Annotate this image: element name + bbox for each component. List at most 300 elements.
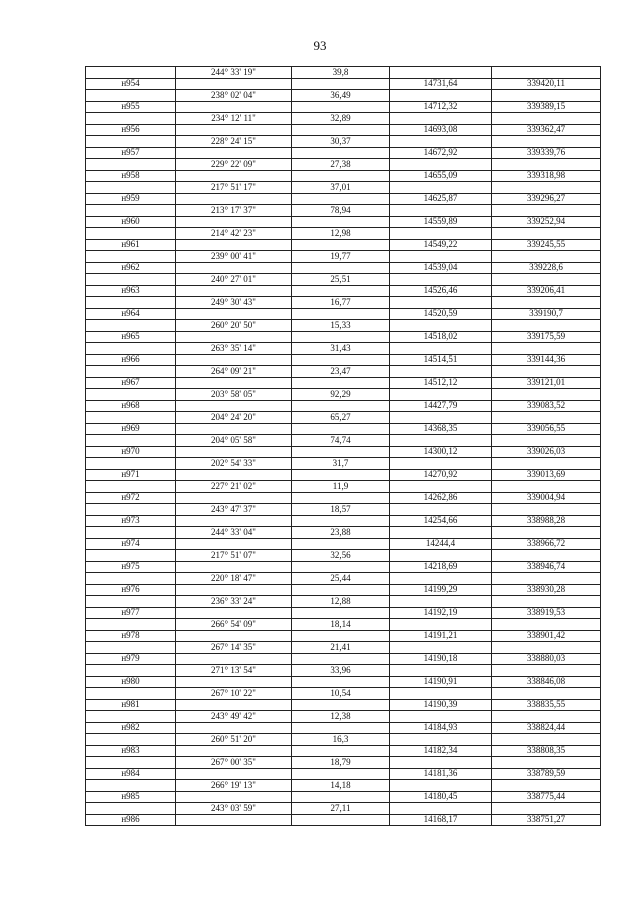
direction-angle-cell <box>176 193 292 205</box>
point-name-cell: н975 <box>86 561 176 573</box>
x-coordinate-cell: 14184,93 <box>390 722 492 734</box>
table-row <box>86 561 601 573</box>
x-coordinate-cell <box>390 297 492 309</box>
y-coordinate-cell: 339228,6 <box>492 262 601 274</box>
point-name-cell: н957 <box>86 147 176 159</box>
x-coordinate-cell <box>390 619 492 631</box>
distance-cell: 18,14 <box>292 619 390 631</box>
y-coordinate-cell: 338988,28 <box>492 515 601 527</box>
distance-cell <box>292 308 390 320</box>
table-row <box>86 389 601 401</box>
y-coordinate-cell <box>492 504 601 516</box>
direction-angle-cell: 229° 22' 09" <box>176 159 292 171</box>
point-name-cell: н972 <box>86 492 176 504</box>
table-row <box>86 159 601 171</box>
x-coordinate-cell <box>390 67 492 79</box>
point-name-cell: н954 <box>86 78 176 90</box>
distance-cell <box>292 653 390 665</box>
direction-angle-cell <box>176 469 292 481</box>
y-coordinate-cell <box>492 481 601 493</box>
table-row <box>86 630 601 642</box>
table-row <box>86 308 601 320</box>
x-coordinate-cell <box>390 366 492 378</box>
point-name-cell: н959 <box>86 193 176 205</box>
x-coordinate-cell <box>390 573 492 585</box>
x-coordinate-cell: 14181,36 <box>390 768 492 780</box>
x-coordinate-cell: 14539,04 <box>390 262 492 274</box>
x-coordinate-cell <box>390 159 492 171</box>
direction-angle-cell: 244° 33' 19" <box>176 67 292 79</box>
x-coordinate-cell <box>390 504 492 516</box>
direction-angle-cell: 271° 13' 54" <box>176 665 292 677</box>
y-coordinate-cell <box>492 688 601 700</box>
table-row <box>86 814 601 826</box>
table-row <box>86 584 601 596</box>
direction-angle-cell <box>176 446 292 458</box>
x-coordinate-cell <box>390 458 492 470</box>
direction-angle-cell <box>176 515 292 527</box>
table-row <box>86 538 601 550</box>
direction-angle-cell: 243° 03' 59" <box>176 803 292 815</box>
x-coordinate-cell: 14270,92 <box>390 469 492 481</box>
distance-cell <box>292 791 390 803</box>
y-coordinate-cell: 339004,94 <box>492 492 601 504</box>
direction-angle-cell: 236° 33' 24" <box>176 596 292 608</box>
point-name-cell: н981 <box>86 699 176 711</box>
table-row <box>86 377 601 389</box>
point-name-cell <box>86 228 176 240</box>
y-coordinate-cell: 339245,55 <box>492 239 601 251</box>
point-name-cell <box>86 481 176 493</box>
direction-angle-cell <box>176 653 292 665</box>
distance-cell: 18,57 <box>292 504 390 516</box>
y-coordinate-cell: 339083,52 <box>492 400 601 412</box>
x-coordinate-cell: 14244,4 <box>390 538 492 550</box>
x-coordinate-cell <box>390 412 492 424</box>
x-coordinate-cell: 14427,79 <box>390 400 492 412</box>
distance-cell: 39,8 <box>292 67 390 79</box>
point-name-cell <box>86 412 176 424</box>
point-name-cell: н968 <box>86 400 176 412</box>
direction-angle-cell <box>176 630 292 642</box>
direction-angle-cell <box>176 423 292 435</box>
distance-cell <box>292 584 390 596</box>
coordinates-table <box>85 66 601 826</box>
y-coordinate-cell <box>492 412 601 424</box>
direction-angle-cell <box>176 561 292 573</box>
x-coordinate-cell: 14559,89 <box>390 216 492 228</box>
y-coordinate-cell: 338966,72 <box>492 538 601 550</box>
table-row <box>86 170 601 182</box>
table-row <box>86 722 601 734</box>
direction-angle-cell <box>176 538 292 550</box>
distance-cell: 31,7 <box>292 458 390 470</box>
point-name-cell: н956 <box>86 124 176 136</box>
table-row <box>86 182 601 194</box>
point-name-cell <box>86 389 176 401</box>
x-coordinate-cell <box>390 136 492 148</box>
y-coordinate-cell: 338824,44 <box>492 722 601 734</box>
distance-cell <box>292 768 390 780</box>
y-coordinate-cell: 339362,47 <box>492 124 601 136</box>
x-coordinate-cell: 14655,09 <box>390 170 492 182</box>
distance-cell <box>292 561 390 573</box>
direction-angle-cell: 267° 14' 35" <box>176 642 292 654</box>
x-coordinate-cell: 14625,87 <box>390 193 492 205</box>
y-coordinate-cell: 338775,44 <box>492 791 601 803</box>
distance-cell: 21,41 <box>292 642 390 654</box>
y-coordinate-cell: 339389,15 <box>492 101 601 113</box>
y-coordinate-cell: 338835,55 <box>492 699 601 711</box>
point-name-cell: н960 <box>86 216 176 228</box>
x-coordinate-cell <box>390 734 492 746</box>
point-name-cell: н979 <box>86 653 176 665</box>
table-row <box>86 596 601 608</box>
point-name-cell <box>86 297 176 309</box>
table-row <box>86 285 601 297</box>
distance-cell <box>292 170 390 182</box>
table-row <box>86 113 601 125</box>
direction-angle-cell: 239° 00' 41" <box>176 251 292 263</box>
y-coordinate-cell: 339175,59 <box>492 331 601 343</box>
direction-angle-cell <box>176 285 292 297</box>
direction-angle-cell: 217° 51' 07" <box>176 550 292 562</box>
table-row <box>86 320 601 332</box>
y-coordinate-cell <box>492 527 601 539</box>
y-coordinate-cell: 338751,27 <box>492 814 601 826</box>
direction-angle-cell: 249° 30' 43" <box>176 297 292 309</box>
point-name-cell: н974 <box>86 538 176 550</box>
direction-angle-cell: 238° 02' 04" <box>176 90 292 102</box>
table-row <box>86 676 601 688</box>
point-name-cell <box>86 343 176 355</box>
point-name-cell: н980 <box>86 676 176 688</box>
distance-cell <box>292 262 390 274</box>
table-row <box>86 699 601 711</box>
y-coordinate-cell <box>492 320 601 332</box>
y-coordinate-cell: 339026,03 <box>492 446 601 458</box>
point-name-cell: н967 <box>86 377 176 389</box>
direction-angle-cell <box>176 607 292 619</box>
point-name-cell <box>86 159 176 171</box>
table-row <box>86 607 601 619</box>
distance-cell <box>292 400 390 412</box>
x-coordinate-cell: 14520,59 <box>390 308 492 320</box>
point-name-cell <box>86 366 176 378</box>
y-coordinate-cell: 339318,98 <box>492 170 601 182</box>
table-row <box>86 228 601 240</box>
y-coordinate-cell <box>492 182 601 194</box>
direction-angle-cell: 243° 49' 42" <box>176 711 292 723</box>
point-name-cell <box>86 274 176 286</box>
direction-angle-cell: 243° 47' 37" <box>176 504 292 516</box>
x-coordinate-cell <box>390 251 492 263</box>
direction-angle-cell <box>176 239 292 251</box>
y-coordinate-cell: 338846,08 <box>492 676 601 688</box>
point-name-cell <box>86 550 176 562</box>
y-coordinate-cell: 339252,94 <box>492 216 601 228</box>
y-coordinate-cell: 338808,35 <box>492 745 601 757</box>
table-row <box>86 101 601 113</box>
distance-cell <box>292 699 390 711</box>
x-coordinate-cell: 14180,45 <box>390 791 492 803</box>
y-coordinate-cell <box>492 573 601 585</box>
distance-cell <box>292 193 390 205</box>
direction-angle-cell: 263° 35' 14" <box>176 343 292 355</box>
direction-angle-cell <box>176 354 292 366</box>
table-row <box>86 331 601 343</box>
x-coordinate-cell <box>390 205 492 217</box>
y-coordinate-cell <box>492 343 601 355</box>
y-coordinate-cell <box>492 596 601 608</box>
point-name-cell <box>86 734 176 746</box>
distance-cell: 23,88 <box>292 527 390 539</box>
distance-cell: 32,89 <box>292 113 390 125</box>
distance-cell: 10,54 <box>292 688 390 700</box>
distance-cell <box>292 216 390 228</box>
point-name-cell: н964 <box>86 308 176 320</box>
distance-cell: 31,43 <box>292 343 390 355</box>
x-coordinate-cell: 14300,12 <box>390 446 492 458</box>
y-coordinate-cell <box>492 113 601 125</box>
y-coordinate-cell: 339206,41 <box>492 285 601 297</box>
x-coordinate-cell: 14190,39 <box>390 699 492 711</box>
direction-angle-cell <box>176 170 292 182</box>
y-coordinate-cell: 339339,76 <box>492 147 601 159</box>
y-coordinate-cell <box>492 780 601 792</box>
direction-angle-cell: 234° 12' 11" <box>176 113 292 125</box>
x-coordinate-cell <box>390 550 492 562</box>
direction-angle-cell: 217° 51' 17" <box>176 182 292 194</box>
point-name-cell: н969 <box>86 423 176 435</box>
y-coordinate-cell <box>492 90 601 102</box>
table-row <box>86 492 601 504</box>
point-name-cell <box>86 136 176 148</box>
table-row <box>86 343 601 355</box>
x-coordinate-cell: 14190,91 <box>390 676 492 688</box>
distance-cell <box>292 377 390 389</box>
y-coordinate-cell: 338789,59 <box>492 768 601 780</box>
distance-cell <box>292 630 390 642</box>
direction-angle-cell: 213° 17' 37" <box>176 205 292 217</box>
table-row <box>86 768 601 780</box>
distance-cell: 16,3 <box>292 734 390 746</box>
table-row <box>86 193 601 205</box>
x-coordinate-cell: 14192,19 <box>390 607 492 619</box>
y-coordinate-cell: 339190,7 <box>492 308 601 320</box>
distance-cell <box>292 607 390 619</box>
y-coordinate-cell <box>492 67 601 79</box>
point-name-cell <box>86 504 176 516</box>
direction-angle-cell <box>176 814 292 826</box>
y-coordinate-cell <box>492 251 601 263</box>
y-coordinate-cell <box>492 228 601 240</box>
distance-cell <box>292 78 390 90</box>
table-row <box>86 251 601 263</box>
table-row <box>86 90 601 102</box>
table-row <box>86 423 601 435</box>
table-row <box>86 481 601 493</box>
distance-cell: 27,11 <box>292 803 390 815</box>
distance-cell <box>292 354 390 366</box>
distance-cell: 65,27 <box>292 412 390 424</box>
distance-cell: 33,96 <box>292 665 390 677</box>
direction-angle-cell: 220° 18' 47" <box>176 573 292 585</box>
direction-angle-cell: 203° 58' 05" <box>176 389 292 401</box>
page-number: 93 <box>313 38 327 53</box>
direction-angle-cell: 267° 10' 22" <box>176 688 292 700</box>
table-row <box>86 573 601 585</box>
point-name-cell <box>86 803 176 815</box>
distance-cell: 15,33 <box>292 320 390 332</box>
point-name-cell <box>86 711 176 723</box>
x-coordinate-cell <box>390 274 492 286</box>
direction-angle-cell: 204° 05' 58" <box>176 435 292 447</box>
x-coordinate-cell <box>390 90 492 102</box>
point-name-cell <box>86 205 176 217</box>
point-name-cell: н983 <box>86 745 176 757</box>
y-coordinate-cell <box>492 642 601 654</box>
y-coordinate-cell <box>492 550 601 562</box>
y-coordinate-cell <box>492 274 601 286</box>
distance-cell <box>292 285 390 297</box>
table-row <box>86 711 601 723</box>
point-name-cell: н977 <box>86 607 176 619</box>
y-coordinate-cell: 339056,55 <box>492 423 601 435</box>
x-coordinate-cell <box>390 757 492 769</box>
y-coordinate-cell <box>492 734 601 746</box>
x-coordinate-cell: 14712,32 <box>390 101 492 113</box>
point-name-cell <box>86 458 176 470</box>
point-name-cell: н971 <box>86 469 176 481</box>
y-coordinate-cell: 339296,27 <box>492 193 601 205</box>
table-row <box>86 78 601 90</box>
table-row <box>86 504 601 516</box>
x-coordinate-cell <box>390 642 492 654</box>
distance-cell <box>292 101 390 113</box>
coordinates-table-body <box>86 67 601 826</box>
point-name-cell: н982 <box>86 722 176 734</box>
direction-angle-cell: 266° 54' 09" <box>176 619 292 631</box>
distance-cell <box>292 814 390 826</box>
y-coordinate-cell <box>492 366 601 378</box>
x-coordinate-cell <box>390 711 492 723</box>
distance-cell <box>292 331 390 343</box>
direction-angle-cell <box>176 768 292 780</box>
distance-cell <box>292 538 390 550</box>
distance-cell: 23,47 <box>292 366 390 378</box>
point-name-cell: н961 <box>86 239 176 251</box>
point-name-cell <box>86 665 176 677</box>
x-coordinate-cell <box>390 780 492 792</box>
y-coordinate-cell: 339144,36 <box>492 354 601 366</box>
point-name-cell <box>86 67 176 79</box>
direction-angle-cell: 260° 51' 20" <box>176 734 292 746</box>
direction-angle-cell: 214° 42' 23" <box>176 228 292 240</box>
table-row <box>86 124 601 136</box>
direction-angle-cell <box>176 147 292 159</box>
x-coordinate-cell <box>390 320 492 332</box>
y-coordinate-cell <box>492 205 601 217</box>
direction-angle-cell: 264° 09' 21" <box>176 366 292 378</box>
table-row <box>86 469 601 481</box>
distance-cell <box>292 492 390 504</box>
distance-cell <box>292 676 390 688</box>
table-row <box>86 734 601 746</box>
y-coordinate-cell <box>492 435 601 447</box>
distance-cell <box>292 124 390 136</box>
point-name-cell: н978 <box>86 630 176 642</box>
table-row <box>86 262 601 274</box>
distance-cell <box>292 446 390 458</box>
x-coordinate-cell: 14182,34 <box>390 745 492 757</box>
distance-cell: 19,77 <box>292 251 390 263</box>
table-row <box>86 791 601 803</box>
y-coordinate-cell: 339013,69 <box>492 469 601 481</box>
point-name-cell: н965 <box>86 331 176 343</box>
direction-angle-cell <box>176 745 292 757</box>
distance-cell: 25,44 <box>292 573 390 585</box>
y-coordinate-cell <box>492 711 601 723</box>
point-name-cell: н966 <box>86 354 176 366</box>
distance-cell: 37,01 <box>292 182 390 194</box>
direction-angle-cell <box>176 377 292 389</box>
distance-cell: 92,29 <box>292 389 390 401</box>
point-name-cell <box>86 320 176 332</box>
direction-angle-cell <box>176 676 292 688</box>
y-coordinate-cell <box>492 757 601 769</box>
table-row <box>86 803 601 815</box>
point-name-cell <box>86 251 176 263</box>
distance-cell <box>292 239 390 251</box>
table-row <box>86 274 601 286</box>
x-coordinate-cell <box>390 665 492 677</box>
point-name-cell: н986 <box>86 814 176 826</box>
point-name-cell <box>86 757 176 769</box>
distance-cell: 30,37 <box>292 136 390 148</box>
direction-angle-cell <box>176 791 292 803</box>
x-coordinate-cell: 14218,69 <box>390 561 492 573</box>
distance-cell: 12,98 <box>292 228 390 240</box>
distance-cell: 78,94 <box>292 205 390 217</box>
y-coordinate-cell <box>492 389 601 401</box>
point-name-cell: н984 <box>86 768 176 780</box>
point-name-cell <box>86 688 176 700</box>
x-coordinate-cell: 14368,35 <box>390 423 492 435</box>
direction-angle-cell: 240° 27' 01" <box>176 274 292 286</box>
x-coordinate-cell: 14254,66 <box>390 515 492 527</box>
x-coordinate-cell: 14526,46 <box>390 285 492 297</box>
table-row <box>86 354 601 366</box>
x-coordinate-cell: 14190,18 <box>390 653 492 665</box>
table-row <box>86 239 601 251</box>
table-row <box>86 745 601 757</box>
direction-angle-cell: 266° 19' 13" <box>176 780 292 792</box>
x-coordinate-cell: 14693,08 <box>390 124 492 136</box>
distance-cell: 11,9 <box>292 481 390 493</box>
y-coordinate-cell <box>492 665 601 677</box>
direction-angle-cell <box>176 78 292 90</box>
point-name-cell: н962 <box>86 262 176 274</box>
y-coordinate-cell <box>492 136 601 148</box>
direction-angle-cell <box>176 262 292 274</box>
point-name-cell: н970 <box>86 446 176 458</box>
x-coordinate-cell <box>390 596 492 608</box>
x-coordinate-cell: 14191,21 <box>390 630 492 642</box>
direction-angle-cell: 227° 21' 02" <box>176 481 292 493</box>
x-coordinate-cell <box>390 688 492 700</box>
direction-angle-cell <box>176 308 292 320</box>
